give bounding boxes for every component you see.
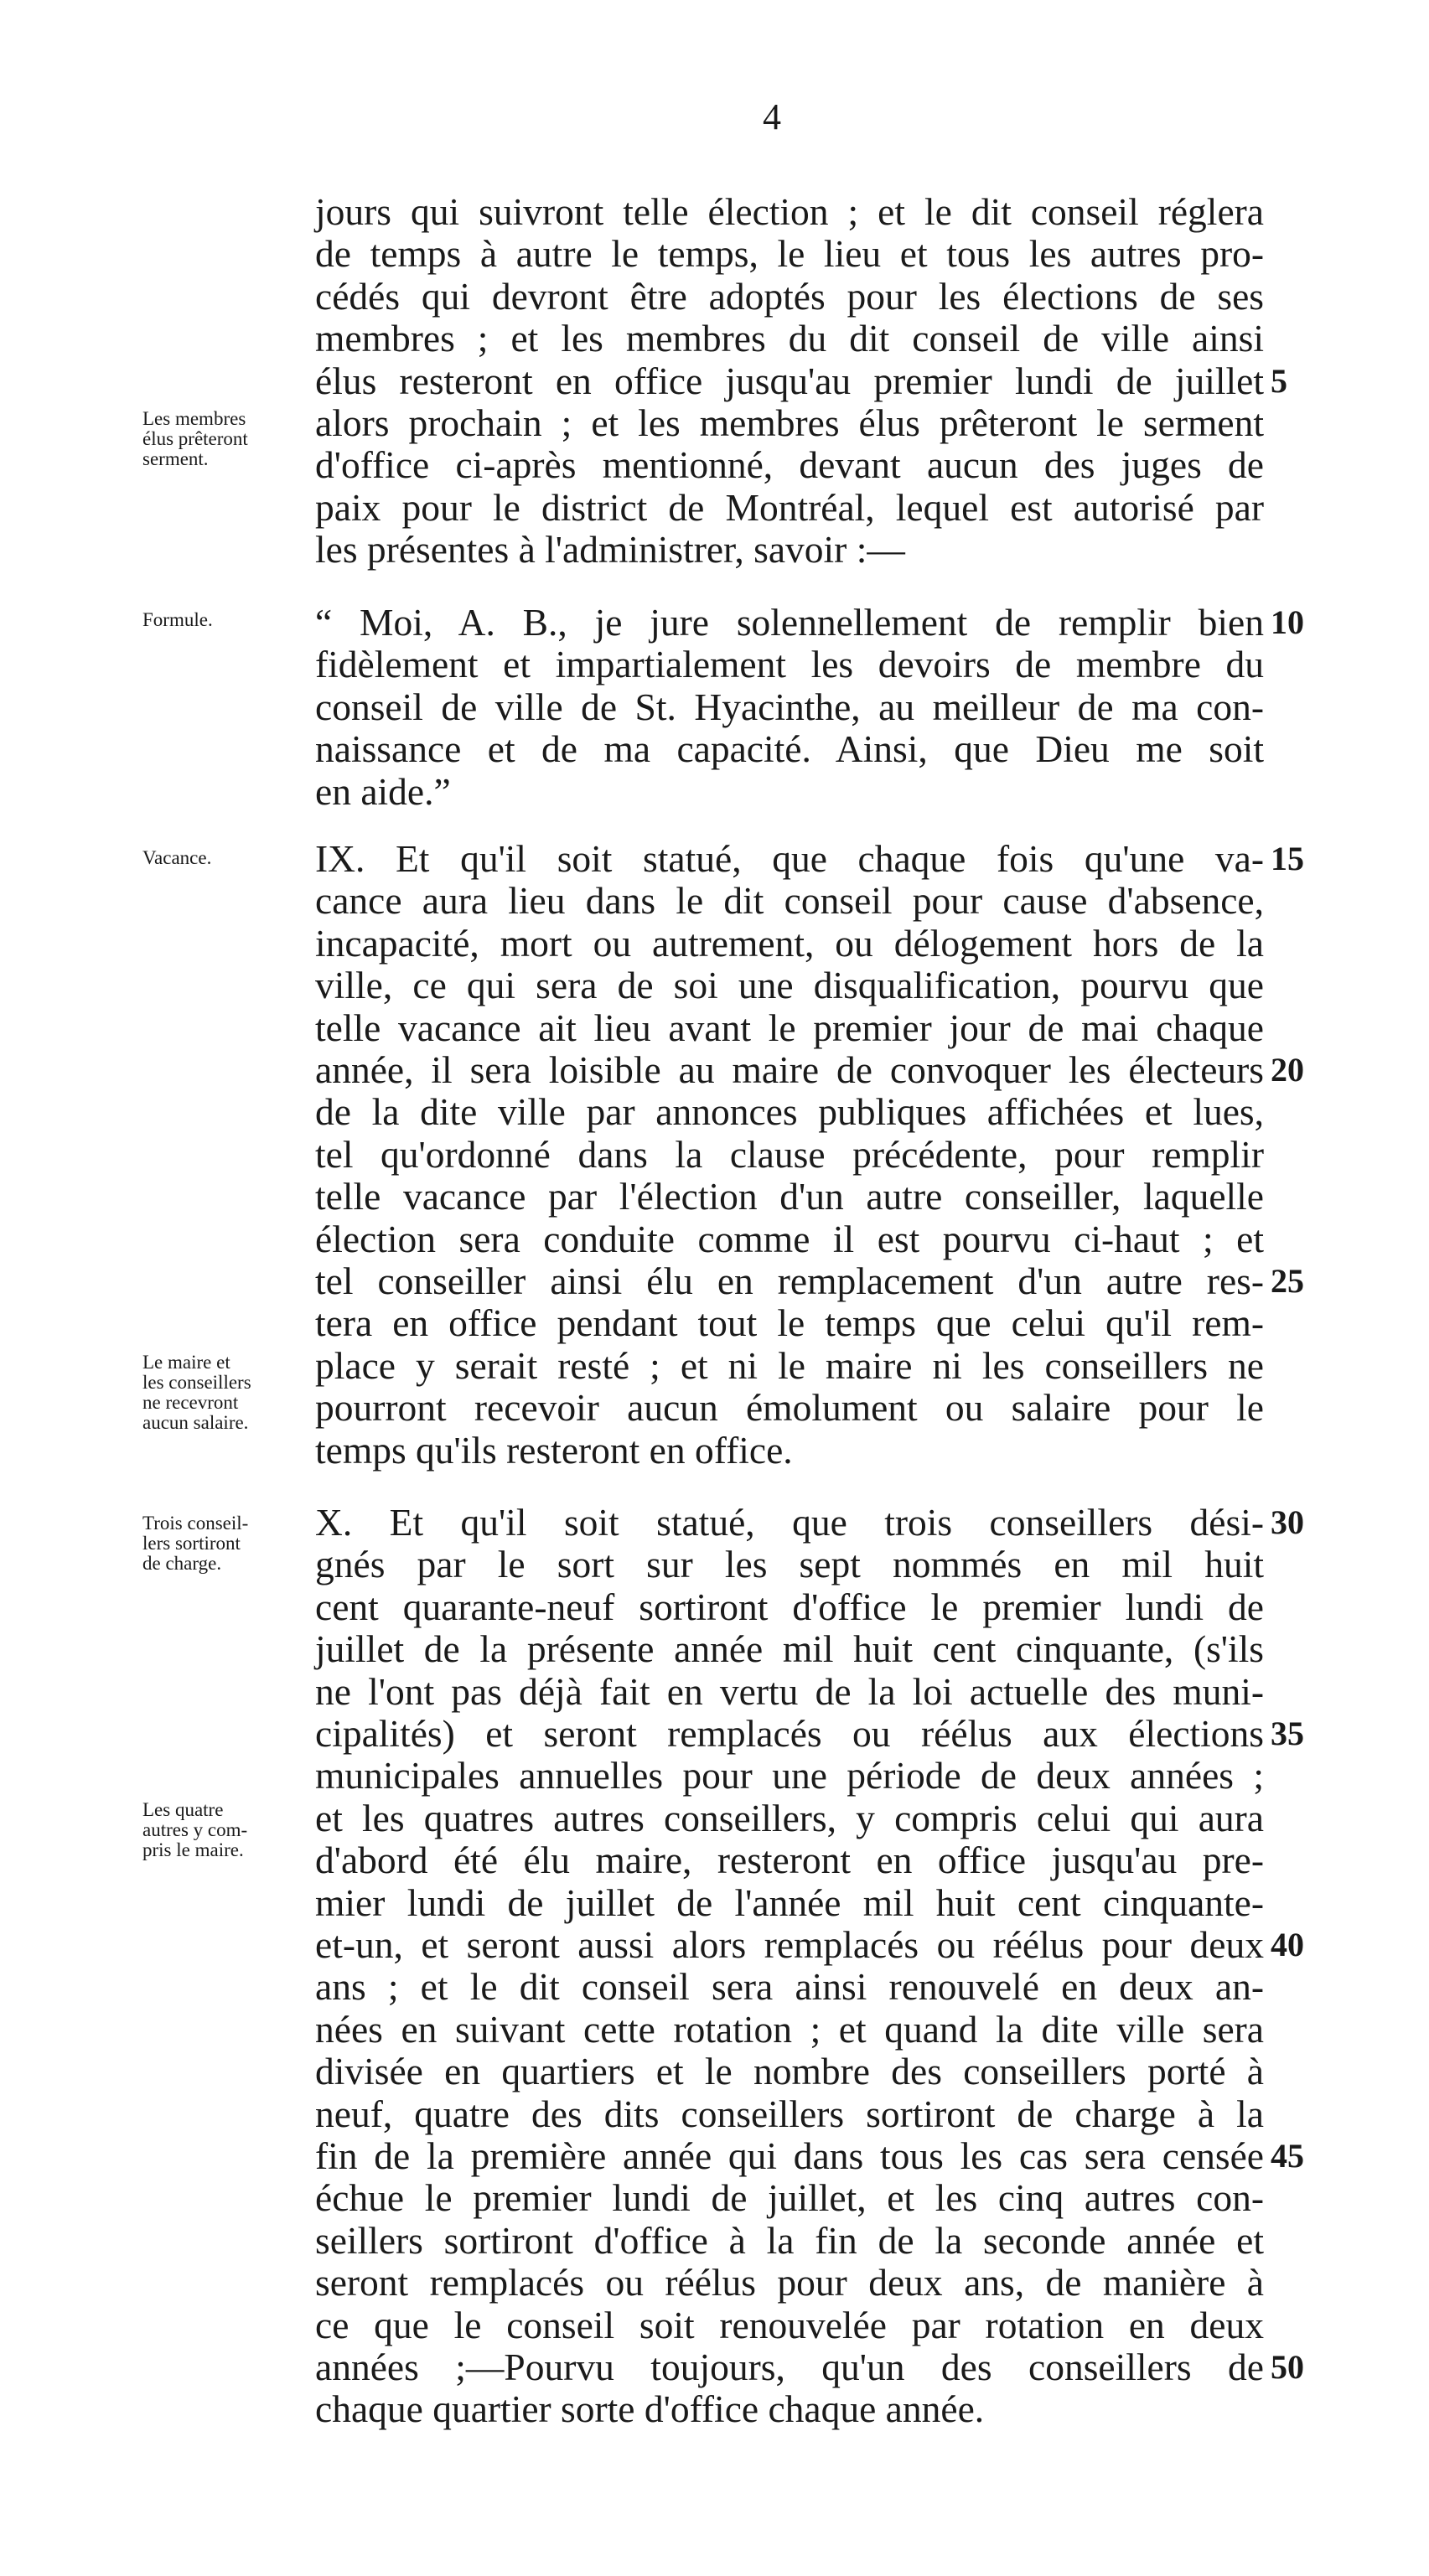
text-line: fidèlement et impartialement les devoirs de membre du [315, 643, 1264, 686]
margin-note [142, 1800, 310, 1860]
text-line: paix pour le district de Montréal, lequel est autorisé par [315, 485, 1264, 529]
text-line: nées en suivant cette rotation ; et quand la dite ville sera [315, 2007, 1264, 2051]
text-line: divisée en quartiers et le nombre des conseillers porté à [315, 2050, 1264, 2093]
margin-note-line: Trois conseil- [142, 1513, 249, 1534]
text-line: mier lundi de juillet de l'année mil huit cent cinquante- [315, 1880, 1264, 1924]
text-line: “ Moi, A. B., je jure solennellement de remplir bien [315, 601, 1264, 644]
text-line: jours qui suivront telle élection ; et le dit conseil réglera [315, 190, 1264, 233]
margin-note-line: autres y com- [142, 1819, 248, 1840]
text-line: membres ; et les membres du dit conseil de ville ainsi [315, 317, 1264, 360]
text-line: place y serait resté ; et ni le maire ni les conseillers ne [315, 1343, 1264, 1387]
text-line: cent quarante-neuf sortiront d'office le premier lundi de [315, 1585, 1264, 1628]
text-line: X. Et qu'il soit statué, que trois conseillers dési- [315, 1501, 1264, 1544]
margin-note-line: serment. [142, 448, 209, 469]
line-number: 45 [1271, 2137, 1304, 2175]
margin-note-line: élus prêteront [142, 428, 248, 449]
text-line: en aide.” [315, 769, 451, 813]
text-line: juillet de la présente année mil huit cent cinquante, (s'ils [315, 1627, 1264, 1671]
text-line: années ;—Pourvu toujours, qu'un des conseillers de [315, 2346, 1264, 2388]
text-line: et-un, et seront aussi alors remplacés ou réélus pour deux [315, 1923, 1264, 1966]
margin-note [142, 848, 310, 868]
text-line: ne l'ont pas déjà fait en vertu de la loi actuelle des muni- [315, 1669, 1264, 1713]
text-line: gnés par le sort sur les sept nommés en mil huit [315, 1543, 1264, 1586]
line-number: 40 [1271, 1926, 1304, 1963]
margin-note-line: Vacance. [142, 847, 212, 868]
text-line: telle vacance ait lieu avant le premier jour de mai chaque [315, 1006, 1264, 1049]
margin-note-line: les conseillers [142, 1372, 251, 1393]
margin-note-line: de charge. [142, 1553, 222, 1574]
margin-note-line: Le maire et [142, 1352, 230, 1373]
margin-note-line: Les quatre [142, 1799, 224, 1820]
margin-note [142, 409, 310, 469]
margin-note [142, 1513, 310, 1574]
margin-note-line: aucun salaire. [142, 1412, 249, 1433]
margin-note [142, 610, 310, 630]
text-line: IX. Et qu'il soit statué, que chaque fois qu'une va- [315, 837, 1264, 880]
page-number: 4 [763, 96, 781, 137]
text-line: tera en office pendant tout le temps que celui qu'il rem- [315, 1301, 1264, 1345]
text-line: et les quatres autres conseillers, y compris celui qui aura [315, 1796, 1264, 1839]
margin-note [142, 1353, 310, 1433]
text-line: élection sera conduite comme il est pourvu ci-haut ; et [315, 1217, 1264, 1260]
margin-note-line: Les membres [142, 408, 246, 429]
text-line: échue le premier lundi de juillet, et les cinq autres con- [315, 2176, 1264, 2220]
text-line: alors prochain ; et les membres élus prêteront le serment [315, 401, 1264, 444]
line-number: 5 [1271, 361, 1287, 400]
text-line: fin de la première année qui dans tous les cas sera censée [315, 2134, 1264, 2177]
margin-note-line: Formule. [142, 609, 213, 630]
text-line: cance aura lieu dans le dit conseil pour cause d'absence, [315, 879, 1264, 923]
line-number: 15 [1271, 840, 1304, 877]
text-line: naissance et de ma capacité. Ainsi, que Dieu me soit [315, 727, 1264, 771]
line-number: 20 [1271, 1051, 1304, 1089]
text-line: pourront recevoir aucun émolument ou salaire pour le [315, 1386, 1264, 1430]
text-line: ville, ce qui sera de soi une disqualification, pourvu que [315, 964, 1264, 1007]
text-line: élus resteront en office jusqu'au premier lundi de juillet [315, 359, 1264, 402]
line-number: 10 [1271, 603, 1304, 641]
margin-note-line: pris le maire. [142, 1839, 244, 1860]
text-line: d'abord été élu maire, resteront en office jusqu'au pre- [315, 1839, 1264, 1882]
text-line: cédés qui devront être adoptés pour les élections de ses [315, 274, 1264, 318]
text-line: seront remplacés ou réélus pour deux ans, de manière à [315, 2261, 1264, 2304]
text-line: seillers sortiront d'office à la fin de la seconde année et [315, 2218, 1264, 2262]
text-line: incapacité, mort ou autrement, ou délogement hors de la [315, 921, 1264, 965]
text-line: les présentes à l'administrer, savoir :— [315, 528, 905, 572]
margin-note-line: lers sortiront [142, 1533, 241, 1554]
text-line: temps qu'ils resteront en office. [315, 1428, 793, 1472]
text-line: conseil de ville de St. Hyacinthe, au meilleur de ma con- [315, 685, 1264, 728]
text-line: de la dite ville par annonces publiques affichées et lues, [315, 1090, 1264, 1134]
line-number: 35 [1271, 1715, 1304, 1752]
text-line: d'office ci-après mentionné, devant aucun des juges de [315, 443, 1264, 487]
text-line: neuf, quatre des dits conseillers sortiront de charge à la [315, 2092, 1264, 2135]
text-line: ans ; et le dit conseil sera ainsi renouvelé en deux an- [315, 1965, 1264, 2009]
text-line: tel qu'ordonné dans la clause précédente, pour remplir [315, 1132, 1264, 1176]
text-line: cipalités) et seront remplacés ou réélus aux élections [315, 1712, 1264, 1755]
line-number: 50 [1271, 2348, 1304, 2386]
text-line: municipales annuelles pour une période de deux années ; [315, 1754, 1264, 1798]
text-line: chaque quartier sorte d'office chaque année. [315, 2387, 985, 2431]
text-line: tel conseiller ainsi élu en remplacement d'un autre res- [315, 1260, 1264, 1302]
text-line: de temps à autre le temps, le lieu et tous les autres pro- [315, 232, 1264, 276]
text-line: telle vacance par l'élection d'un autre conseiller, laquelle [315, 1175, 1264, 1218]
line-number: 30 [1271, 1503, 1304, 1541]
text-line: ce que le conseil soit renouvelée par rotation en deux [315, 2303, 1264, 2346]
line-number: 25 [1271, 1262, 1304, 1300]
margin-note-line: ne recevront [142, 1392, 239, 1413]
text-line: année, il sera loisible au maire de convoquer les électeurs [315, 1048, 1264, 1091]
